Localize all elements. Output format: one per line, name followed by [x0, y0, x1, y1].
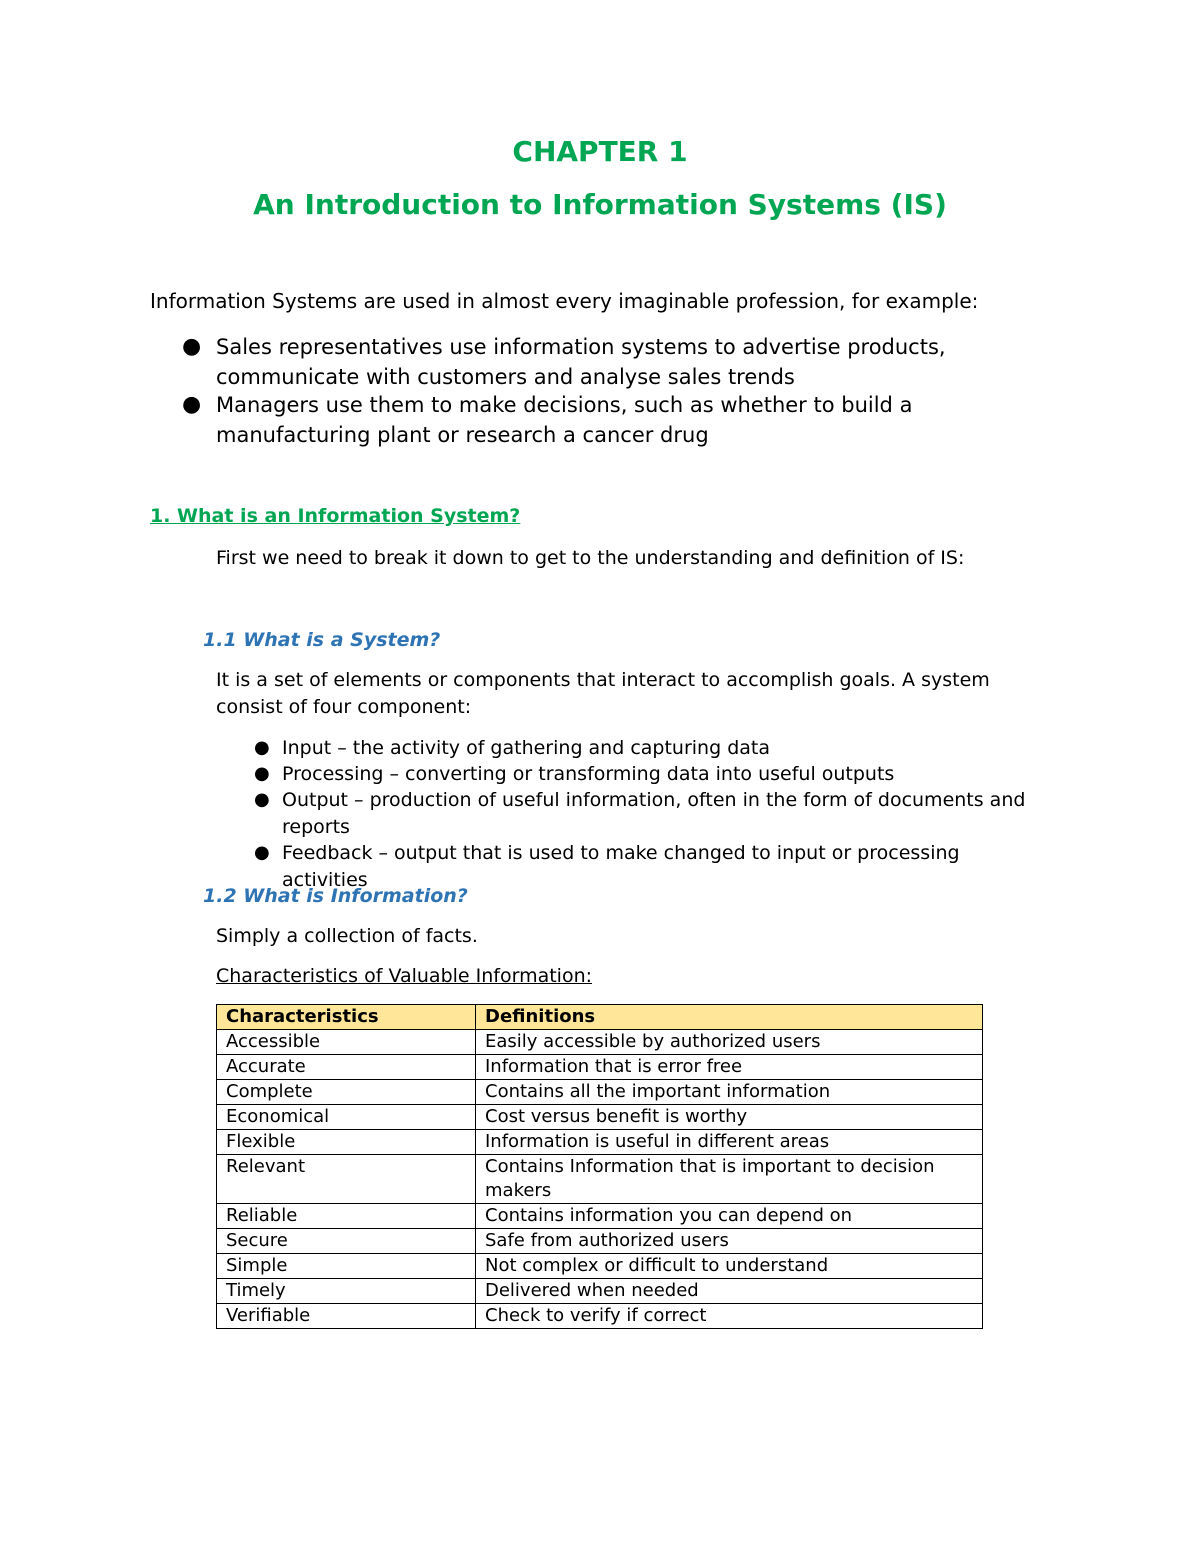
bullet-text: Managers use them to make decisions, such as whether to build a manufacturing plant or research a cancer drug [216, 393, 913, 447]
definition-cell: Safe from authorized users [476, 1229, 983, 1254]
chapter-title: An Introduction to Information Systems (IS) [253, 188, 947, 221]
definition-cell: Not complex or difficult to understand [476, 1254, 983, 1279]
table-row [217, 1155, 983, 1204]
intro-bullet [182, 332, 1046, 392]
table-row [217, 1055, 983, 1080]
characteristic-cell: Flexible [217, 1130, 476, 1155]
definition-cell: Cost versus benefit is worthy [476, 1105, 983, 1130]
section-heading-1: 1. What is an Information System? [150, 505, 521, 527]
chapter-label: CHAPTER 1 [512, 135, 688, 168]
characteristic-cell: Reliable [217, 1204, 476, 1229]
section-1-text: First we need to break it down to get to the understanding and definition of IS: [216, 547, 965, 569]
section-1-1-text: It is a set of elements or components that interact to accomplish goals. A system consist of four component: [216, 669, 990, 718]
table-row [217, 1304, 983, 1329]
characteristic-cell: Secure [217, 1229, 476, 1254]
column-header: Definitions [476, 1005, 983, 1030]
table-row [217, 1030, 983, 1055]
table-row [217, 1229, 983, 1254]
table-row [217, 1279, 983, 1304]
characteristic-cell: Verifiable [217, 1304, 476, 1329]
characteristic-cell: Accessible [217, 1030, 476, 1055]
bullet-icon: ● [254, 789, 270, 810]
intro-bullet [182, 390, 1046, 450]
definition-cell: Contains all the important information [476, 1080, 983, 1105]
table-header-row [217, 1005, 983, 1030]
definition-cell: Check to verify if correct [476, 1304, 983, 1329]
bullet-icon: ● [182, 334, 202, 359]
table-row [217, 1105, 983, 1130]
characteristic-cell: Simple [217, 1254, 476, 1279]
characteristics-table [216, 1004, 983, 1329]
bullet-icon: ● [254, 842, 270, 863]
bullet-text: Processing – converting or transforming data into useful outputs [282, 763, 895, 785]
table-row [217, 1254, 983, 1279]
definition-cell: Delivered when needed [476, 1279, 983, 1304]
bullet-text: Sales representatives use information systems to advertise products, communicate with customers and analyse sales trends [216, 335, 946, 389]
characteristic-cell: Timely [217, 1279, 476, 1304]
bullet-text: Feedback – output that is used to make changed to input or processing activities [282, 842, 960, 891]
bullet-text: Output – production of useful information, often in the form of documents and reports [282, 789, 1026, 838]
bullet-icon: ● [254, 737, 270, 758]
bullet-text: Input – the activity of gathering and capturing data [282, 737, 770, 759]
system-component-bullet [254, 787, 1042, 840]
definition-cell: Contains Information that is important to decision makers [476, 1155, 983, 1204]
system-component-bullet [254, 761, 1042, 788]
system-component-bullet [254, 735, 1042, 762]
intro-paragraph: Information Systems are used in almost every imaginable profession, for example: [150, 289, 979, 313]
definition-cell: Easily accessible by authorized users [476, 1030, 983, 1055]
characteristic-cell: Accurate [217, 1055, 476, 1080]
definition-cell: Contains information you can depend on [476, 1204, 983, 1229]
characteristic-cell: Complete [217, 1080, 476, 1105]
table-row [217, 1204, 983, 1229]
characteristic-cell: Economical [217, 1105, 476, 1130]
characteristic-cell: Relevant [217, 1155, 476, 1204]
table-row [217, 1130, 983, 1155]
definition-cell: Information is useful in different areas [476, 1130, 983, 1155]
bullet-icon: ● [254, 763, 270, 784]
definition-cell: Information that is error free [476, 1055, 983, 1080]
table-caption: Characteristics of Valuable Information: [216, 965, 593, 987]
table-row [217, 1080, 983, 1105]
column-header: Characteristics [217, 1005, 476, 1030]
section-heading-1-1: 1.1 What is a System? [203, 629, 441, 651]
section-1-2-text: Simply a collection of facts. [216, 925, 478, 947]
bullet-icon: ● [182, 392, 202, 417]
section-heading-1-2: 1.2 What is Information? [203, 885, 468, 907]
